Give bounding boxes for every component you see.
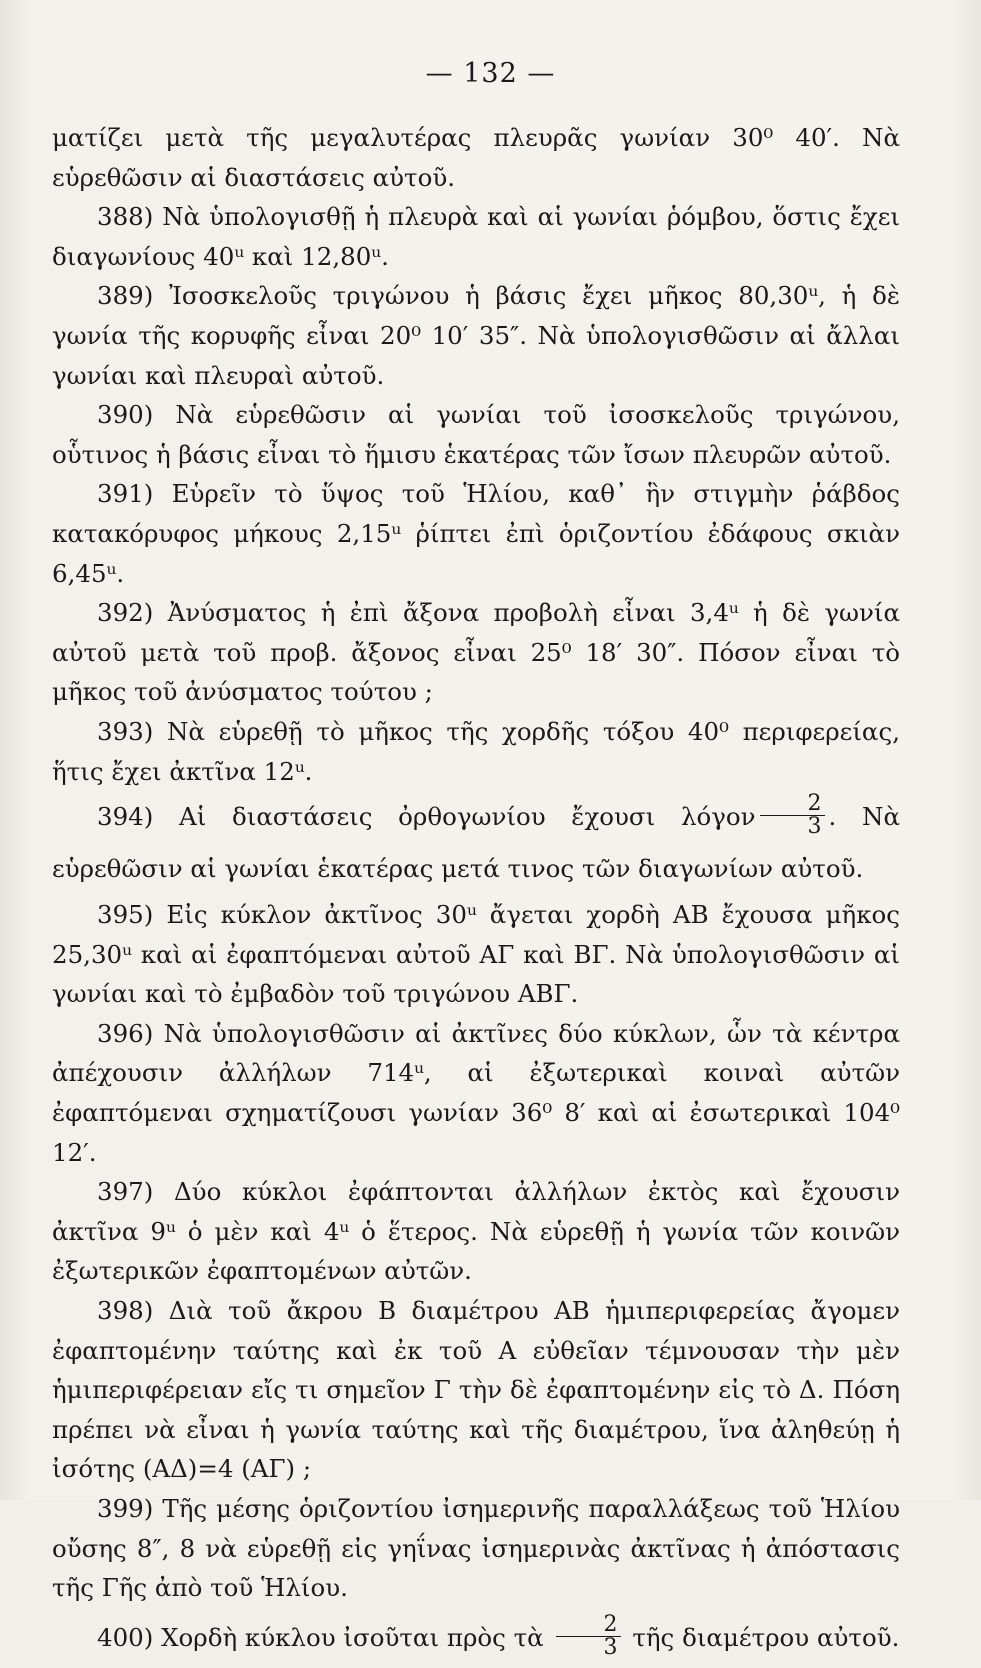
- problem-399: 399) Τῆς μέσης ὁριζοντίου ἰσημερινῆς παραλλάξεως τοῦ Ἡλίου οὔσης 8″, 8 νὰ εὑρεθῇ εἰς γηΐνας ἰσημερινὰς ἀκτῖνας ἡ ἀπόστασις τῆς Γῆς ἀπὸ τοῦ Ἡλίου.: [52, 1494, 900, 1603]
- problem-395: 395) Εἰς κύκλον ἀκτῖνος 30ᵘ ἄγεται χορδὴ ΑΒ ἔχουσα μῆκος 25,30ᵘ καὶ αἱ ἐφαπτόμεναι αὐτοῦ ΑΓ καὶ ΒΓ. Νὰ ὑπολογισθῶσιν αἱ γωνίαι καὶ τὸ ἐμβαδὸν τοῦ τριγώνου ΑΒΓ.: [52, 900, 900, 1009]
- problem-394-text-after: . Νὰ εὑρεθῶσιν αἱ γωνίαι ἑκατέρας μετά τινος τῶν διαγωνίων αὐτοῦ.: [52, 802, 900, 884]
- fraction-denominator: 3: [807, 814, 822, 840]
- fraction-numerator: 2: [556, 1614, 621, 1637]
- problem-394: [52, 791, 900, 895]
- problem-400-text-after: τῆς διαμέτρου αὐτοῦ.: [632, 1622, 900, 1652]
- page-body: [52, 118, 900, 1668]
- problem-391: 391) Εὑρεῖν τὸ ὕψος τοῦ Ἡλίου, καθ᾽ ἣν στιγμὴν ῥάβδος κατακόρυφος μήκους 2,15ᵘ ῥίπτει ἐπὶ ὁριζοντίου ἐδάφους σκιὰν 6,45ᵘ.: [52, 479, 900, 588]
- fraction-numerator: 2: [760, 793, 825, 816]
- problem-397: 397) Δύο κύκλοι ἐφάπτονται ἀλλήλων ἐκτὸς καὶ ἔχουσιν ἀκτῖνα 9ᵘ ὁ μὲν καὶ 4ᵘ ὁ ἕτερος. Νὰ εὑρεθῇ ἡ γωνία τῶν κοινῶν ἐξωτερικῶν ἐφαπτομένων αὐτῶν.: [52, 1177, 900, 1286]
- problem-396: 396) Νὰ ὑπολογισθῶσιν αἱ ἀκτῖνες δύο κύκλων, ὧν τὰ κέντρα ἀπέχουσιν ἀλλήλων 714ᵘ, αἱ ἐξωτερικαὶ κοιναὶ αὐτῶν ἐφαπτόμεναι σχηματίζουσι γωνίαν 36⁰ 8′ καὶ αἱ ἐσωτερικαὶ 104⁰ 12′.: [52, 1018, 900, 1167]
- fraction: [556, 1611, 621, 1660]
- paragraph-continued: ματίζει μετὰ τῆς μεγαλυτέρας πλευρᾶς γωνίαν 30⁰ 40′. Νὰ εὑρεθῶσιν αἱ διαστάσεις αὐτοῦ.: [52, 123, 900, 192]
- problem-400: [52, 1608, 900, 1668]
- problem-393: 393) Νὰ εὑρεθῇ τὸ μῆκος τῆς χορδῆς τόξου 40⁰ περιφερείας, ἥτις ἔχει ἀκτῖνα 12ᵘ.: [52, 716, 900, 786]
- fraction: [760, 793, 825, 838]
- fraction-denominator: 3: [603, 1634, 618, 1660]
- problem-398: 398) Διὰ τοῦ ἄκρου Β διαμέτρου ΑΒ ἡμιπεριφερείας ἄγομεν ἐφαπτομένην ταύτης καὶ ἐκ τοῦ Α εὐθεῖαν τέμνουσαν τὴν μὲν ἡμιπεριφέρειαν εἴς τι σημεῖον Γ τὴν δὲ ἐφαπτομένην εἰς τὸ Δ. Πόση πρέπει νὰ εἶναι ἡ γωνία ταύτης καὶ τῆς διαμέτρου, ἵνα ἀληθεύῃ ἡ ἰσότης (ΑΔ)=4 (ΑΓ) ;: [52, 1296, 900, 1484]
- page-number: — 132 —: [425, 58, 556, 89]
- problem-389: 389) Ἰσοσκελοῦς τριγώνου ἡ βάσις ἔχει μῆκος 80,30ᵘ, ἡ δὲ γωνία τῆς κορυφῆς εἶναι 20⁰ 10′ 35″. Νὰ ὑπολογισθῶσιν αἱ ἄλλαι γωνίαι καὶ πλευραὶ αὐτοῦ.: [52, 281, 900, 390]
- problem-388: 388) Νὰ ὑπολογισθῇ ἡ πλευρὰ καὶ αἱ γωνίαι ῥόμβου, ὅστις ἔχει διαγωνίους 40ᵘ καὶ 12,80ᵘ.: [52, 202, 900, 271]
- problem-394-text-before: 394) Αἱ διαστάσεις ὀρθογωνίου ἔχουσι λόγον: [97, 802, 756, 832]
- problem-390: 390) Νὰ εὑρεθῶσιν αἱ γωνίαι τοῦ ἰσοσκελοῦς τριγώνου, οὗτινος ἡ βάσις εἶναι τὸ ἥμισυ ἑκατέρας τῶν ἴσων πλευρῶν αὐτοῦ.: [52, 400, 900, 469]
- problem-400-text-before: 400) Χορδὴ κύκλου ἰσοῦται πρὸς τὰ: [97, 1622, 544, 1652]
- problem-392: 392) Ἀνύσματος ἡ ἐπὶ ἄξονα προβολὴ εἶναι 3,4ᵘ ἡ δὲ γωνία αὐτοῦ μετὰ τοῦ προβ. ἄξονος εἶναι 25⁰ 18′ 30″. Πόσον εἶναι τὸ μῆκος τοῦ ἀνύσματος τούτου ;: [52, 598, 900, 707]
